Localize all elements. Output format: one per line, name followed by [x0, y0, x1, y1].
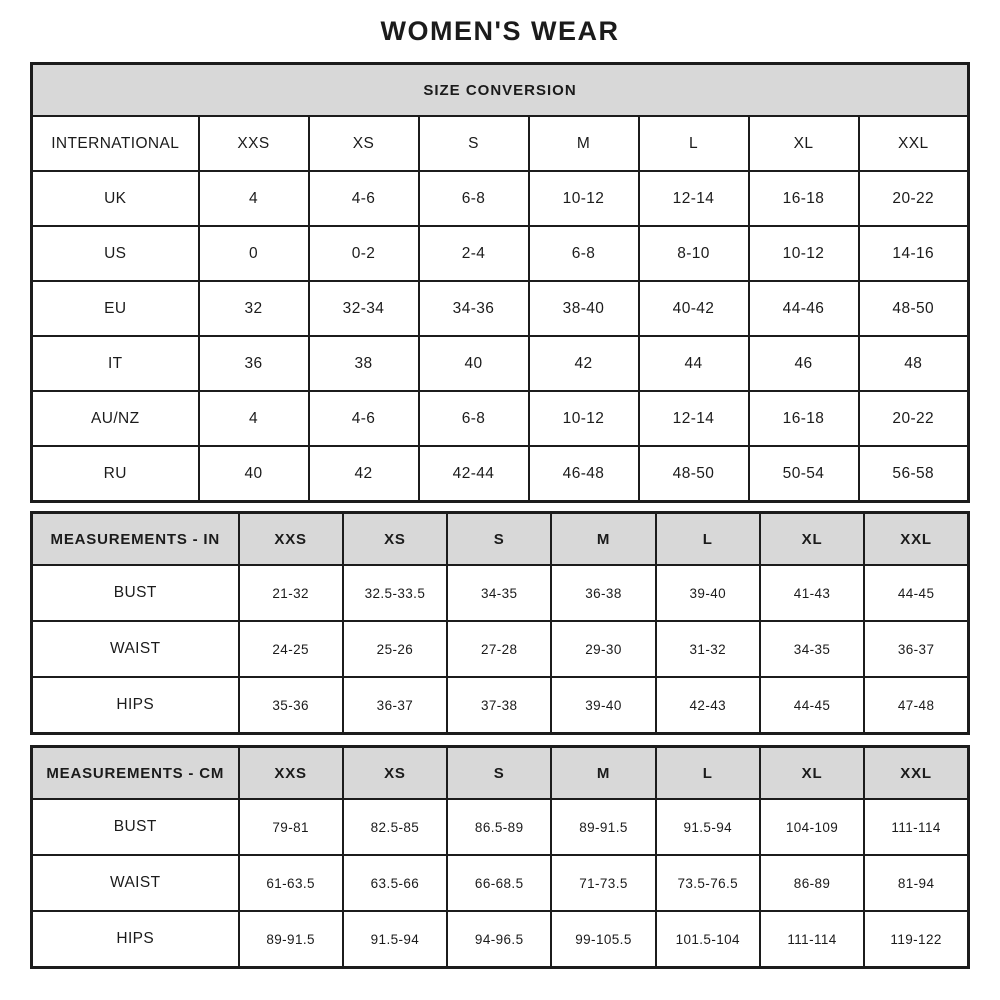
row-label-column-header: MEASUREMENTS - CM: [32, 747, 239, 800]
table-row: [32, 226, 969, 281]
size-column-header: M: [551, 747, 655, 800]
value-cell: 34-35: [447, 565, 551, 621]
value-cell: 27-28: [447, 621, 551, 677]
table-row: [32, 565, 969, 621]
header-row: [32, 747, 969, 800]
size-column-header: XXL: [859, 116, 969, 171]
value-cell: 10-12: [529, 391, 639, 446]
size-column-header: XXS: [199, 116, 309, 171]
table-row: [32, 336, 969, 391]
size-conversion-banner-row: [32, 64, 969, 117]
value-cell: 56-58: [859, 446, 969, 502]
row-label: BUST: [32, 565, 239, 621]
value-cell: 8-10: [639, 226, 749, 281]
value-cell: 36-37: [343, 677, 447, 734]
value-cell: 20-22: [859, 391, 969, 446]
value-cell: 42: [529, 336, 639, 391]
table-row: [32, 621, 969, 677]
header-row: [32, 116, 969, 171]
value-cell: 44-46: [749, 281, 859, 336]
size-column-header: XL: [749, 116, 859, 171]
value-cell: 71-73.5: [551, 855, 655, 911]
value-cell: 66-68.5: [447, 855, 551, 911]
value-cell: 63.5-66: [343, 855, 447, 911]
row-label: IT: [32, 336, 199, 391]
page-title: WOMEN'S WEAR: [380, 16, 620, 46]
table-row: [32, 855, 969, 911]
row-label: US: [32, 226, 199, 281]
value-cell: 119-122: [864, 911, 968, 968]
value-cell: 44: [639, 336, 749, 391]
value-cell: 36-38: [551, 565, 655, 621]
value-cell: 101.5-104: [656, 911, 760, 968]
value-cell: 91.5-94: [656, 799, 760, 855]
size-column-header: XL: [760, 513, 864, 566]
row-label: UK: [32, 171, 199, 226]
value-cell: 40-42: [639, 281, 749, 336]
size-column-header: XS: [309, 116, 419, 171]
value-cell: 82.5-85: [343, 799, 447, 855]
row-label: EU: [32, 281, 199, 336]
table-row: [32, 391, 969, 446]
value-cell: 111-114: [864, 799, 968, 855]
value-cell: 0: [199, 226, 309, 281]
row-label: AU/NZ: [32, 391, 199, 446]
header-row: [32, 513, 969, 566]
value-cell: 61-63.5: [239, 855, 343, 911]
size-conversion-table: [30, 62, 970, 503]
value-cell: 6-8: [419, 391, 529, 446]
value-cell: 6-8: [419, 171, 529, 226]
value-cell: 91.5-94: [343, 911, 447, 968]
value-cell: 81-94: [864, 855, 968, 911]
row-label: HIPS: [32, 911, 239, 968]
value-cell: 94-96.5: [447, 911, 551, 968]
size-conversion-banner: SIZE CONVERSION: [32, 64, 969, 117]
value-cell: 25-26: [343, 621, 447, 677]
value-cell: 37-38: [447, 677, 551, 734]
value-cell: 29-30: [551, 621, 655, 677]
value-cell: 86-89: [760, 855, 864, 911]
size-column-header: S: [419, 116, 529, 171]
value-cell: 41-43: [760, 565, 864, 621]
size-column-header: XS: [343, 747, 447, 800]
value-cell: 14-16: [859, 226, 969, 281]
value-cell: 99-105.5: [551, 911, 655, 968]
table-row: [32, 911, 969, 968]
size-column-header: XL: [760, 747, 864, 800]
value-cell: 12-14: [639, 391, 749, 446]
value-cell: 21-32: [239, 565, 343, 621]
value-cell: 40: [419, 336, 529, 391]
value-cell: 24-25: [239, 621, 343, 677]
value-cell: 32.5-33.5: [343, 565, 447, 621]
value-cell: 4-6: [309, 391, 419, 446]
value-cell: 73.5-76.5: [656, 855, 760, 911]
value-cell: 4-6: [309, 171, 419, 226]
size-column-header: L: [656, 747, 760, 800]
value-cell: 48: [859, 336, 969, 391]
row-label: WAIST: [32, 855, 239, 911]
value-cell: 38: [309, 336, 419, 391]
value-cell: 16-18: [749, 171, 859, 226]
value-cell: 86.5-89: [447, 799, 551, 855]
size-column-header: XXS: [239, 513, 343, 566]
size-column-header: XXL: [864, 513, 968, 566]
size-column-header: XS: [343, 513, 447, 566]
value-cell: 38-40: [529, 281, 639, 336]
size-column-header: XXS: [239, 747, 343, 800]
value-cell: 6-8: [529, 226, 639, 281]
table-row: [32, 446, 969, 502]
value-cell: 4: [199, 171, 309, 226]
value-cell: 89-91.5: [551, 799, 655, 855]
value-cell: 79-81: [239, 799, 343, 855]
value-cell: 2-4: [419, 226, 529, 281]
value-cell: 46: [749, 336, 859, 391]
row-label-column-header: INTERNATIONAL: [32, 116, 199, 171]
value-cell: 34-36: [419, 281, 529, 336]
value-cell: 10-12: [749, 226, 859, 281]
size-column-header: M: [529, 116, 639, 171]
table-row: [32, 677, 969, 734]
value-cell: 46-48: [529, 446, 639, 502]
value-cell: 39-40: [656, 565, 760, 621]
value-cell: 44-45: [864, 565, 968, 621]
value-cell: 36-37: [864, 621, 968, 677]
value-cell: 42-44: [419, 446, 529, 502]
value-cell: 36: [199, 336, 309, 391]
value-cell: 35-36: [239, 677, 343, 734]
row-label-column-header: MEASUREMENTS - IN: [32, 513, 239, 566]
row-label: RU: [32, 446, 199, 502]
measurements-cm-table: [30, 745, 970, 969]
value-cell: 104-109: [760, 799, 864, 855]
value-cell: 4: [199, 391, 309, 446]
value-cell: 48-50: [639, 446, 749, 502]
value-cell: 50-54: [749, 446, 859, 502]
value-cell: 47-48: [864, 677, 968, 734]
measurements-in-table: [30, 511, 970, 735]
value-cell: 32-34: [309, 281, 419, 336]
size-guide-page: [30, 0, 970, 969]
table-row: [32, 799, 969, 855]
size-column-header: XXL: [864, 747, 968, 800]
value-cell: 12-14: [639, 171, 749, 226]
value-cell: 20-22: [859, 171, 969, 226]
value-cell: 89-91.5: [239, 911, 343, 968]
value-cell: 10-12: [529, 171, 639, 226]
value-cell: 16-18: [749, 391, 859, 446]
value-cell: 42-43: [656, 677, 760, 734]
value-cell: 0-2: [309, 226, 419, 281]
size-column-header: L: [656, 513, 760, 566]
row-label: HIPS: [32, 677, 239, 734]
size-column-header: S: [447, 513, 551, 566]
value-cell: 40: [199, 446, 309, 502]
size-column-header: S: [447, 747, 551, 800]
size-column-header: L: [639, 116, 749, 171]
value-cell: 42: [309, 446, 419, 502]
table-row: [32, 281, 969, 336]
row-label: WAIST: [32, 621, 239, 677]
value-cell: 34-35: [760, 621, 864, 677]
table-row: [32, 171, 969, 226]
value-cell: 44-45: [760, 677, 864, 734]
value-cell: 31-32: [656, 621, 760, 677]
row-label: BUST: [32, 799, 239, 855]
value-cell: 32: [199, 281, 309, 336]
value-cell: 48-50: [859, 281, 969, 336]
value-cell: 111-114: [760, 911, 864, 968]
value-cell: 39-40: [551, 677, 655, 734]
size-column-header: M: [551, 513, 655, 566]
